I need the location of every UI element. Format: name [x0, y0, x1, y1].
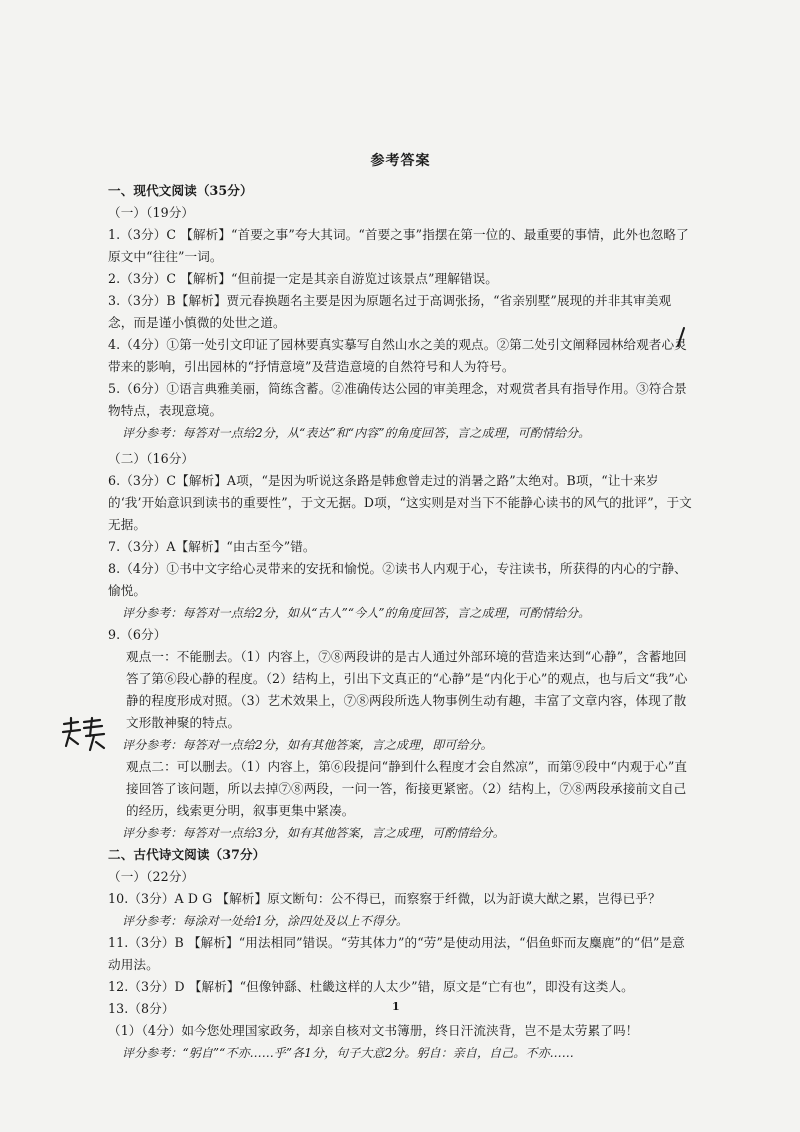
- answer-q12: 12.（3分）D 【解析】“但像钟繇、杜畿这样的人太少”错，原文是“亡有也”，即没有这类人。: [108, 979, 634, 994]
- answer-q9-viewpoint-2: 观点二：可以删去。（1）内容上，第⑥段提问“静到什么程度才会自然凉”，而第⑨段中“内观于心”直接回答了该问题，所以去掉⑦⑧两段，一问一答，衔接更紧密。（2）结构上，⑦⑧两段承接前文自己的经历，线索更分明，叙事更集中紧凑。: [126, 759, 688, 818]
- answer-q6: 6.（3分）C【解析】A项，“是因为听说这条路是韩愈曾走过的消暑之路”太绝对。B项，“让十来岁的‘我’开始意识到读书的重要性”，于文无据。D项，“这实则是对当下不能静心读书的风气的批评”，于文无据。: [108, 473, 692, 532]
- answer-q2: 2.（3分）C 【解析】“但前提一定是其亲自游览过该景点”理解错误。: [108, 271, 498, 286]
- handwritten-slash-mark: [672, 326, 692, 348]
- answer-q9: 9.（6分）: [108, 627, 167, 642]
- answer-q7: 7.（3分）A【解析】“由古至今”错。: [108, 539, 316, 554]
- grading-note-q5: 评分参考：每答对一点给2分，从“表达”和“内容”的角度回答，言之成理，可酌情给分。: [122, 426, 591, 440]
- grading-note-viewpoint-2: 评分参考：每答对一点给3分，如有其他答案，言之成理，可酌情给分。: [122, 826, 505, 840]
- page-title: 参考答案: [370, 153, 431, 169]
- answer-q1: 1.（3分）C 【解析】“首要之事”夸大其词。“首要之事”指摆在第一位的、最重要的事情，此外也忽略了原文中“往往”一词。: [108, 227, 689, 264]
- grading-note-q10: 评分参考：每涂对一处给1分，涂四处及以上不得分。: [122, 914, 409, 928]
- answer-q13: 13.（8分）: [108, 1001, 175, 1016]
- section-1-heading: 一、现代文阅读（35分）: [108, 183, 253, 198]
- grading-note-q13: 评分参考：“躬自”“不亦……乎”各1分，句子大意2分。躬自：亲自，自己。不亦……: [122, 1046, 574, 1060]
- answer-q10: 10.（3分）A D G 【解析】原文断句：公不得已，而察察于纤微，以为訏谟大猷之累，岂得已乎？: [108, 891, 661, 906]
- section-2-heading: 二、古代诗文阅读（37分）: [108, 847, 266, 862]
- answer-q3: 3.（3分）B【解析】贾元春换题名主要是因为原题名过于高调张扬，“省亲别墅”展现的并非其审美观念，而是谨小慎微的处世之道。: [108, 293, 672, 330]
- page-number: 1: [392, 1000, 400, 1013]
- answer-q5: 5.（6分）①语言典雅美丽，简练含蓄。②准确传达公园的审美理念，对观赏者具有指导作用。③符合景物特点，表现意境。: [108, 381, 687, 418]
- answer-q11: 11.（3分）B 【解析】“用法相同”错误。“劳其体力”的“劳”是使动用法，“侣鱼虾而友麋鹿”的“侣”是意动用法。: [108, 935, 685, 972]
- subsection-1b-heading: （二）（16分）: [108, 451, 195, 466]
- answer-content: [108, 150, 693, 1064]
- answer-q8: 8.（4分）①书中文字给心灵带来的安抚和愉悦。②读书人内观于心，专注读书，所获得的内心的宁静、愉悦。: [108, 561, 687, 598]
- subsection-1a-heading: （一）（19分）: [108, 205, 195, 220]
- grading-note-viewpoint-1: 评分参考：每答对一点给2分，如有其他答案，言之成理，即可给分。: [122, 738, 493, 752]
- grading-note-q8: 评分参考：每答对一点给2分，如从“古人”“今人”的角度回答，言之成理，可酌情给分。: [122, 606, 591, 620]
- answer-q9-viewpoint-1: 观点一：不能删去。（1）内容上，⑦⑧两段讲的是古人通过外部环境的营造来达到“心静”，含蓄地回答了第⑥段心静的程度。（2）结构上，引出下文真正的“心静”是“内化于心”的观点，也与后文“我”心静的程度形成对照。（3）艺术效果上，⑦⑧两段所选人物事例生动有趣，丰富了文章内容，体现了散文形散神聚的特点。: [126, 649, 688, 730]
- answer-q4: 4.（4分）①第一处引文印证了园林要真实摹写自然山水之美的观点。②第二处引文阐释园林给观者心灵带来的影响，引出园林的“抒情意境”及营造意境的自然符号和人为符号。: [108, 337, 687, 374]
- subsection-2a-heading: （一）（22分）: [108, 869, 195, 884]
- handwritten-mark: [60, 716, 108, 756]
- answer-q13-part-1: （1）（4分）如今您处理国家政务，却亲自核对文书簿册，终日汗流浃背，岂不是太劳累了吗！: [108, 1023, 639, 1038]
